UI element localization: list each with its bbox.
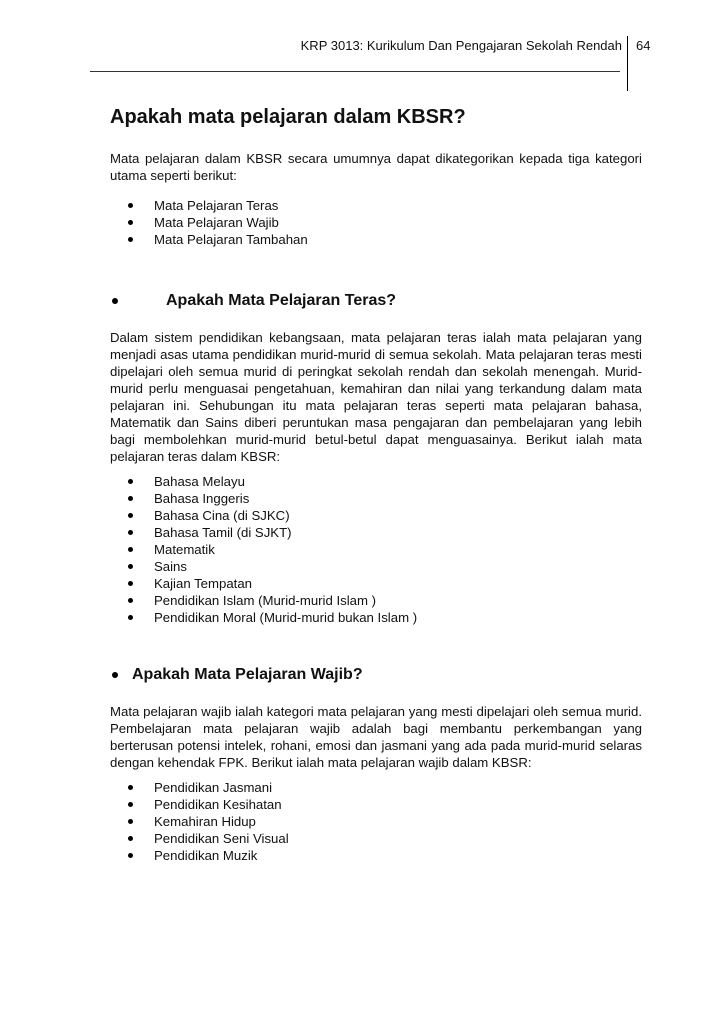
teras-subject-list — [128, 473, 417, 626]
category-list — [128, 197, 308, 248]
list-item: Kemahiran Hidup — [128, 813, 289, 830]
list-item: Pendidikan Islam (Murid-murid Islam ) — [128, 592, 417, 609]
list-item: Pendidikan Seni Visual — [128, 830, 289, 847]
bullet-icon — [128, 513, 133, 518]
list-item: Pendidikan Jasmani — [128, 779, 289, 796]
list-item: Mata Pelajaran Tambahan — [128, 231, 308, 248]
bullet-icon — [128, 496, 133, 501]
list-item: Mata Pelajaran Wajib — [128, 214, 308, 231]
header-rule — [90, 71, 620, 72]
list-item: Matematik — [128, 541, 417, 558]
section-bullet-icon — [112, 298, 118, 304]
list-item: Kajian Tempatan — [128, 575, 417, 592]
section-bullet-icon — [112, 672, 118, 678]
list-item: Sains — [128, 558, 417, 575]
bullet-icon — [128, 785, 133, 790]
bullet-icon — [128, 853, 133, 858]
list-item: Mata Pelajaran Teras — [128, 197, 308, 214]
wajib-heading: Apakah Mata Pelajaran Wajib? — [132, 666, 363, 683]
list-item: Bahasa Tamil (di SJKT) — [128, 524, 417, 541]
list-item: Pendidikan Kesihatan — [128, 796, 289, 813]
bullet-icon — [128, 598, 133, 603]
bullet-icon — [128, 836, 133, 841]
header-divider — [627, 36, 628, 91]
list-item: Pendidikan Muzik — [128, 847, 289, 864]
wajib-subject-list — [128, 779, 289, 864]
intro-paragraph: Mata pelajaran dalam KBSR secara umumnya dapat dikategorikan kepada tiga kategori utama seperti berikut: — [110, 151, 642, 183]
bullet-icon — [128, 615, 133, 620]
teras-paragraph: Dalam sistem pendidikan kebangsaan, mata pelajaran teras ialah mata pelajaran yang menjadi asas utama pendidikan murid-murid di semua sekolah. Mata pelajaran teras mesti dipelajari oleh semua murid di peringkat sekolah rendah dan sekolah menengah. Murid-murid perlu menguasai pengetahuan, kemahiran dan nilai yang terkandung dalam mata pelajaran ini. Sehubungan itu mata pelajaran teras seperti mata pelajaran bahasa, Matematik dan Sains diberi peruntukan masa pengajaran dan pembelajaran yang lebih bagi membolehkan murid-murid betul-betul dapat menguasainya. Berikut ialah mata pelajaran teras dalam KBSR: — [110, 330, 642, 464]
list-item: Pendidikan Moral (Murid-murid bukan Islam ) — [128, 609, 417, 626]
bullet-icon — [128, 237, 133, 242]
list-item: Bahasa Inggeris — [128, 490, 417, 507]
list-item: Bahasa Melayu — [128, 473, 417, 490]
bullet-icon — [128, 530, 133, 535]
bullet-icon — [128, 581, 133, 586]
page-number: 64 — [636, 38, 651, 53]
bullet-icon — [128, 547, 133, 552]
bullet-icon — [128, 819, 133, 824]
bullet-icon — [128, 203, 133, 208]
bullet-icon — [128, 802, 133, 807]
teras-heading: Apakah Mata Pelajaran Teras? — [166, 292, 397, 309]
bullet-icon — [128, 564, 133, 569]
wajib-paragraph: Mata pelajaran wajib ialah kategori mata pelajaran yang mesti dipelajari oleh semua murid. Pembelajaran mata pelajaran wajib adalah bagi membantu perkembangan yang berterusan potensi intelek, rohani, emosi dan jasmani yang ada pada murid-murid selaras dengan kehendak FPK. Berikut ialah mata pelajaran wajib dalam KBSR: — [110, 704, 642, 770]
running-header-title: KRP 3013: Kurikulum Dan Pengajaran Sekolah Rendah — [300, 38, 622, 53]
bullet-icon — [128, 479, 133, 484]
bullet-icon — [128, 220, 133, 225]
list-item: Bahasa Cina (di SJKC) — [128, 507, 417, 524]
main-heading: Apakah mata pelajaran dalam KBSR? — [110, 106, 466, 128]
